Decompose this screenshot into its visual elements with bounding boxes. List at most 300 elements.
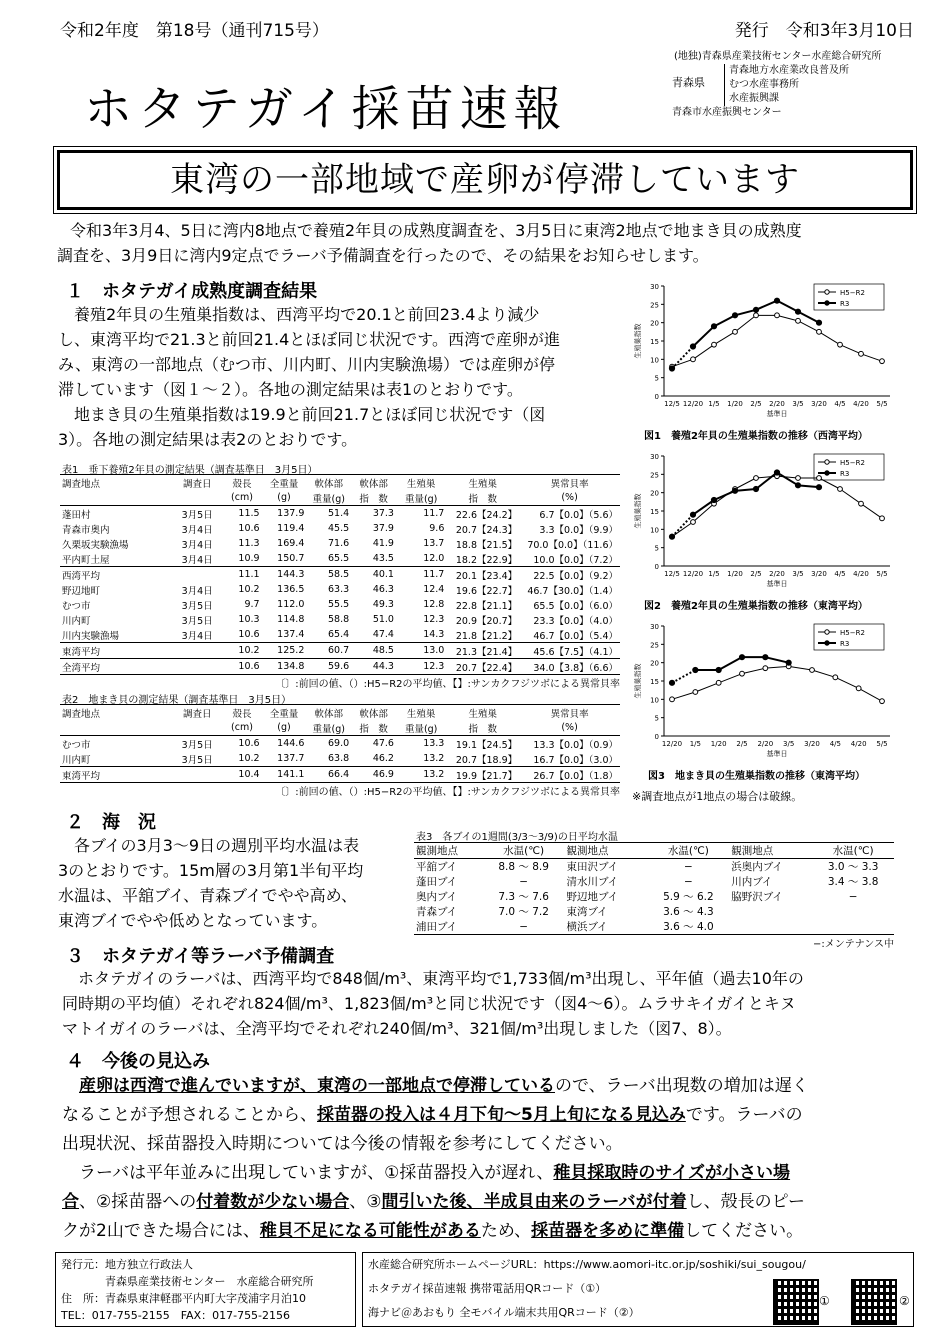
- table-cell: 青森ブイ: [416, 906, 458, 918]
- qr-code-icon[interactable]: [851, 1279, 897, 1325]
- table-row: [60, 521, 620, 536]
- table-cell: 40.1: [351, 567, 396, 583]
- table-header-cell: [172, 720, 222, 736]
- qr-2-mark: ②: [899, 1294, 910, 1308]
- table-cell: 20.7【22.4】: [446, 659, 519, 675]
- legend-label: H5−R2: [840, 459, 865, 467]
- table-header-cell: 指 数: [446, 720, 519, 736]
- legend-marker: [825, 471, 829, 475]
- table-1-note: 〔〕:前回の値、（）:H5−R2の平均値、【】:サンカクフジツボによる異常貝率: [275, 679, 620, 690]
- table-cell: 3.6 ～ 4.0: [663, 921, 714, 933]
- table-cell: 川内町: [62, 615, 91, 627]
- table-cell: 蓬田村: [62, 509, 91, 521]
- intro-paragraph: [57, 218, 802, 268]
- table-row: [60, 736, 620, 752]
- table-3-caption: 表3 各ブイの1週間(3/3～3/9)の日平均水温: [416, 832, 618, 843]
- y-axis-label: 生殖巣指数: [634, 493, 642, 529]
- x-axis-label: 基準日: [766, 410, 788, 418]
- x-tick-label: 12/20: [682, 570, 704, 578]
- s2-line: 各ブイの3月3～9日の週別平均水温は表: [58, 836, 360, 855]
- table-cell: 12.0: [423, 553, 445, 564]
- y-tick-label: 30: [650, 283, 659, 291]
- table-header-cell: 調査日: [182, 478, 212, 490]
- x-tick-label: 12/5: [664, 400, 680, 408]
- x-tick-label: 1/20: [727, 570, 743, 578]
- table-cell: [812, 919, 894, 935]
- emphasis: 間引いた後、半成貝由来のラーバが付着: [381, 1192, 687, 1212]
- table-cell: 3.6 ～ 4.3: [663, 906, 714, 918]
- table-header-row: [60, 705, 620, 721]
- x-tick-label: 1/5: [708, 400, 720, 408]
- table-cell: 10.2: [222, 643, 261, 659]
- data-point: [816, 320, 821, 325]
- publisher-2: 青森地方水産業改良普及所: [729, 65, 849, 76]
- table-cell: 70.0【0.0】（11.6）: [527, 539, 618, 551]
- text: 、③: [349, 1192, 382, 1212]
- table-cell: 3月4日: [181, 524, 213, 536]
- series-line-segment: [765, 666, 788, 668]
- s1-line: 地まき貝の生殖巣指数は19.9と前回21.7とほぼ同じ状況です（図: [58, 405, 546, 424]
- table-cell: 野辺地ブイ: [566, 891, 619, 903]
- table-cell: 37.3: [372, 508, 394, 519]
- x-tick-label: 2/5: [750, 400, 762, 408]
- x-tick-label: 1/5: [689, 740, 701, 748]
- table-header-cell: (g): [262, 490, 307, 506]
- table-cell: 46.7【0.0】（5.4）: [533, 630, 618, 642]
- series-line-segment: [765, 657, 788, 663]
- s4-line: 出現状況、採苗器投入時期については今後の情報を参考にしてください。: [62, 1134, 623, 1154]
- table-cell: −: [683, 875, 693, 888]
- data-point: [740, 671, 745, 676]
- data-point: [711, 324, 716, 329]
- legend-label: R3: [840, 640, 850, 648]
- series-line-segment: [812, 670, 835, 677]
- table-row: [60, 643, 620, 659]
- legend-label: H5−R2: [840, 289, 865, 297]
- x-tick-label: 3/20: [804, 740, 820, 748]
- data-point: [786, 660, 791, 665]
- y-tick-label: 0: [654, 733, 659, 741]
- y-tick-label: 25: [650, 641, 659, 650]
- y-tick-label: 20: [650, 489, 659, 498]
- table-cell: 12.3: [396, 659, 446, 675]
- table-cell: −: [519, 875, 529, 888]
- x-tick-label: 3/5: [792, 570, 804, 578]
- table-cell: 3月5日: [181, 615, 213, 627]
- table-header-cell: 生殖巣: [468, 478, 498, 490]
- table-cell: 136.5: [277, 584, 305, 595]
- x-tick-label: 4/5: [834, 400, 846, 408]
- table-header-cell: 重量(g): [396, 720, 446, 736]
- x-tick-label: 12/5: [664, 570, 680, 578]
- table-cell: 58.5: [306, 567, 351, 583]
- data-point: [691, 357, 696, 362]
- table-row: [60, 536, 620, 551]
- data-point: [753, 307, 758, 312]
- series-line-segment: [672, 347, 693, 369]
- table-cell: 10.9: [238, 553, 260, 564]
- legend-label: R3: [840, 300, 850, 308]
- table-cell: むつ市: [62, 739, 91, 751]
- emphasis: 採苗器の投入は４月下旬～5月上旬になる見込み: [317, 1105, 686, 1125]
- table-cell: [812, 904, 894, 919]
- table-cell: 18.8【21.5】: [455, 539, 518, 551]
- series-line-segment: [789, 666, 812, 670]
- data-point: [796, 318, 801, 323]
- s4-line: [62, 1159, 809, 1188]
- table-header-cell: 指 数: [446, 490, 519, 506]
- data-point: [691, 520, 696, 525]
- figure-1-caption: 図1 養殖2年貝の生殖巣指数の推移（西湾平均）: [644, 431, 868, 442]
- table-cell: 11.5: [238, 508, 260, 519]
- y-tick-label: 0: [654, 393, 659, 401]
- table-header-cell: 生殖巣: [468, 708, 498, 720]
- figure-2-caption: 図2 養殖2年貝の生殖巣指数の推移（東湾平均）: [644, 601, 868, 612]
- table-cell: 47.6: [372, 738, 394, 749]
- series-line-segment: [798, 312, 819, 323]
- table-cell: 22.6【24.2】: [455, 509, 518, 521]
- y-tick-label: 15: [650, 508, 659, 516]
- table-header-cell: 殻長: [232, 478, 252, 490]
- table-header-cell: (cm): [222, 720, 261, 736]
- series-line-segment: [693, 345, 714, 360]
- series-line-segment: [672, 522, 693, 537]
- table-cell: むつ市: [62, 600, 91, 612]
- table-cell: 3月5日: [181, 739, 213, 751]
- table-header-cell: (%): [519, 490, 620, 506]
- section-2-title: ２ 海 況: [66, 812, 156, 833]
- series-line-segment: [714, 332, 735, 345]
- table-cell: [172, 659, 222, 675]
- table-2-note: 〔〕:前回の値、（）:H5−R2の平均値、【】:サンカクフジツボによる異常貝率: [275, 787, 620, 798]
- series-line-segment: [719, 657, 742, 670]
- qr-1-mark: ①: [819, 1294, 830, 1308]
- data-point: [810, 668, 815, 673]
- table-cell: 10.6: [238, 629, 260, 640]
- table-row: [60, 597, 620, 612]
- emphasis: 東湾の一部地点で停滞している: [317, 1076, 555, 1096]
- table-cell: 13.7: [423, 538, 445, 549]
- x-tick-label: 1/20: [727, 400, 743, 408]
- s3-line: マトイガイのラーバは、全湾平均でそれぞれ240個/m³、321個/m³出現しました（図7、8）。: [62, 1019, 732, 1038]
- pref-label: 青森県: [672, 76, 705, 89]
- qr-code-icon[interactable]: [773, 1279, 819, 1325]
- data-point: [716, 680, 721, 685]
- emphasis: 採苗器を多めに準備: [531, 1221, 685, 1241]
- table-cell: 川内実験漁場: [62, 630, 120, 642]
- x-tick-label: 2/20: [769, 570, 785, 578]
- table-cell: 5.9 ～ 6.2: [663, 891, 714, 903]
- legend-marker: [825, 460, 829, 464]
- table-cell: 8.8 ～ 8.9: [498, 861, 549, 873]
- table-cell: 22.8【21.1】: [455, 600, 518, 612]
- series-line-segment: [714, 315, 735, 326]
- table-cell: 浜奥内ブイ: [731, 861, 783, 873]
- table-cell: 60.7: [306, 643, 351, 659]
- series-line-segment: [861, 354, 882, 361]
- table-row: [414, 919, 894, 935]
- section-3-title: ３ ホタテガイ等ラーバ予備調査: [66, 946, 335, 967]
- x-tick-label: 4/5: [829, 740, 841, 748]
- table-row: [60, 551, 620, 567]
- emphasis: 合: [62, 1192, 79, 1212]
- table-cell: 10.0【0.0】（7.2）: [533, 554, 618, 566]
- intro-line: 調査を、3月9日に湾内9定点でラーバ予備調査を行ったので、その結果をお知らせします。: [57, 246, 709, 265]
- table-cell: 49.3: [372, 599, 394, 610]
- figure-2: [628, 448, 898, 612]
- y-tick-label: 10: [650, 526, 659, 535]
- table-cell: 141.1: [262, 767, 307, 783]
- table-cell: 蓬田ブイ: [416, 876, 458, 888]
- series-line-segment: [735, 310, 756, 316]
- text: 、②採苗器への: [79, 1192, 197, 1212]
- newsletter-title: ホタテガイ採苗速報: [84, 81, 568, 137]
- table-cell: 45.6【7.5】（4.1）: [519, 643, 620, 659]
- table-cell: 東田沢ブイ: [566, 861, 619, 873]
- table-header-cell: 全重量: [269, 478, 299, 490]
- figure-1: [628, 278, 898, 442]
- table-cell: 58.8: [328, 614, 350, 625]
- table-cell: 20.9【20.7】: [455, 615, 518, 627]
- table-header-row: [414, 843, 894, 859]
- s1-line: 滞しています（図１～２）。各地の測定結果は表1のとおりです。: [58, 380, 523, 399]
- issue-date: 発行 令和3年3月10日: [734, 21, 914, 41]
- table-cell: 112.0: [277, 599, 305, 610]
- series-line-segment: [672, 670, 695, 683]
- table-cell: 26.7【0.0】（1.8）: [519, 767, 620, 783]
- series-line-segment: [695, 683, 718, 692]
- table-cell: 10.2: [238, 584, 260, 595]
- s4-line: [62, 1072, 809, 1101]
- table-cell: 21.3【21.4】: [446, 643, 519, 659]
- table-header-cell: [172, 490, 222, 506]
- table-row: [60, 582, 620, 597]
- data-point: [856, 686, 861, 691]
- data-point: [795, 483, 800, 488]
- s1-line: し、東湾平均で21.3と前回21.4とほぼ同じ状況です。西湾で産卵が進: [58, 330, 560, 349]
- s1-line: み、東湾の一部地点（むつ市、川内町、川内実験漁場）では産卵が停: [58, 355, 555, 374]
- table-cell: 10.4: [222, 767, 261, 783]
- x-tick-label: 1/5: [708, 570, 720, 578]
- intro-line: 令和3年3月4、5日に湾内8地点で養殖2年貝の成熟度調査を、3月5日に東湾2地点で地まき貝の成熟度: [70, 221, 802, 240]
- emphasis: 産卵は西湾で進んでいますが、: [79, 1076, 317, 1096]
- series-line-segment: [756, 473, 777, 490]
- emphasis: 付着数が少ない場合: [196, 1192, 350, 1212]
- x-tick-label: 3/20: [811, 570, 827, 578]
- table-header-cell: 調査地点: [62, 478, 101, 490]
- table-2: [60, 704, 620, 798]
- table-cell: 65.5: [328, 553, 350, 564]
- y-axis-label: 生殖巣指数: [634, 663, 642, 699]
- table-cell: 19.6【22.7】: [455, 585, 518, 597]
- table-cell: 41.9: [372, 538, 394, 549]
- s2-line: 東湾ブイでやや低めとなっています。: [58, 911, 328, 930]
- series-line-segment: [672, 515, 693, 537]
- table-cell: 13.2: [423, 753, 445, 764]
- table-cell: 169.4: [277, 538, 305, 549]
- table-cell: 69.0: [328, 738, 350, 749]
- table-cell: 19.9【21.7】: [446, 767, 519, 783]
- y-tick-label: 10: [650, 696, 659, 705]
- x-tick-label: 2/20: [769, 400, 785, 408]
- figure-3-caption: 図3 地まき貝の生殖巣指数の推移（東湾平均）: [648, 771, 865, 782]
- table-cell: 脇野沢ブイ: [731, 891, 783, 903]
- table-cell: 20.7【24.3】: [455, 524, 518, 536]
- table-row: [60, 506, 620, 522]
- table-header-cell: 生殖巣: [406, 708, 436, 720]
- table-cell: 青森市奥内: [62, 524, 110, 536]
- table-cell: 12.8: [423, 599, 445, 610]
- data-point: [732, 488, 737, 493]
- table-header-cell: 観測地点: [729, 843, 812, 859]
- y-tick-label: 25: [650, 471, 659, 480]
- y-tick-label: 25: [650, 301, 659, 310]
- x-tick-label: 5/5: [876, 740, 888, 748]
- table-cell: 7.3 ～ 7.6: [498, 891, 549, 903]
- table-cell: 平舘ブイ: [416, 861, 458, 873]
- series-line-segment: [735, 478, 756, 489]
- footer-line: 発行元：地方独立行政法人: [61, 1258, 193, 1271]
- series-line-segment: [756, 301, 777, 310]
- publisher-5: 青森市水産振興センター: [672, 107, 782, 118]
- table-header-row: [60, 720, 620, 736]
- table-cell: 34.0【3.8】（6.6）: [519, 659, 620, 675]
- table-cell: 平内町土屋: [62, 554, 110, 566]
- table-cell: 51.4: [328, 508, 350, 519]
- table-row: [414, 904, 894, 919]
- x-tick-label: 4/5: [834, 570, 846, 578]
- table-cell: 134.8: [262, 659, 307, 675]
- text: クが2山できた場合には、: [62, 1221, 260, 1241]
- table-cell: 55.5: [328, 599, 350, 610]
- y-tick-label: 30: [650, 623, 659, 631]
- table-cell: 137.7: [277, 753, 305, 764]
- table-cell: 137.4: [277, 629, 305, 640]
- legend-marker: [825, 301, 829, 305]
- series-line-segment: [714, 491, 735, 500]
- table-header-cell: 重量(g): [396, 490, 446, 506]
- legend-marker: [825, 630, 829, 634]
- table-row: [414, 889, 894, 904]
- table-cell: 46.2: [372, 753, 394, 764]
- issue-number: 令和2年度 第18号（通刊715号）: [60, 21, 329, 41]
- series-line-segment: [835, 677, 858, 688]
- table-cell: 59.6: [306, 659, 351, 675]
- section-1-title: １ ホタテガイ成熟度調査結果: [66, 281, 318, 302]
- table-header-cell: 軟体部: [359, 478, 388, 490]
- table-header-row: [60, 475, 620, 491]
- data-point: [816, 485, 821, 490]
- chart-3: [628, 618, 898, 763]
- x-tick-label: 1/20: [710, 740, 727, 748]
- table-cell: 12.4: [423, 584, 445, 595]
- table-cell: 9.6: [429, 523, 445, 534]
- legend-label: R3: [840, 470, 850, 478]
- homepage-url[interactable]: 水産総合研究所ホームページURL：https://www.aomori-itc.or.jp/soshiki/sui_sougou/: [368, 1258, 806, 1271]
- data-point: [670, 697, 675, 702]
- table-cell: 3月5日: [181, 754, 213, 766]
- series-line-segment: [735, 315, 756, 332]
- table-row: [60, 659, 620, 675]
- table-cell: 12.3: [423, 614, 445, 625]
- table-3: [414, 842, 894, 950]
- table-cell: 10.6: [222, 659, 261, 675]
- text: ラーバは平年並みに出現していますが、①採苗器投入が遅れ、: [62, 1163, 554, 1183]
- table-header-cell: (g): [262, 720, 307, 736]
- table-header-cell: 異常貝率: [550, 708, 589, 720]
- section-3-text: [62, 966, 804, 1041]
- series-line-segment: [742, 668, 765, 674]
- table-cell: 18.2【22.9】: [455, 554, 518, 566]
- series-line-segment: [798, 321, 819, 332]
- series-line-segment: [777, 301, 798, 312]
- footer-links-box: [362, 1252, 914, 1327]
- headline: 東湾の一部地域で産卵が停滞しています: [57, 150, 913, 210]
- table-row: [60, 612, 620, 627]
- series-line-segment: [861, 504, 882, 519]
- s2-line: 3のとおりです。15m層の3月第1半旬平均: [58, 861, 364, 880]
- table-cell: 東湾ブイ: [566, 906, 608, 918]
- publishers: [672, 50, 881, 120]
- data-point: [859, 501, 864, 506]
- series-line-segment: [840, 345, 861, 354]
- table-cell: 10.2: [238, 753, 260, 764]
- data-point: [763, 655, 768, 660]
- table-cell: [729, 904, 812, 919]
- chart-2: [628, 448, 898, 593]
- data-point: [838, 342, 843, 347]
- table-cell: 東湾平均: [60, 767, 172, 783]
- data-point: [716, 667, 721, 672]
- x-axis-label: 基準日: [766, 580, 788, 588]
- table-cell: 11.1: [222, 567, 261, 583]
- table-cell: 全湾平均: [60, 659, 172, 675]
- table-cell: −: [683, 860, 693, 873]
- series-line-segment: [777, 315, 798, 321]
- table-header-cell: 軟体部: [314, 478, 344, 490]
- data-point: [817, 329, 822, 334]
- table-cell: 65.5【0.0】（6.0）: [533, 600, 618, 612]
- figure-3: [628, 618, 898, 782]
- table-header-cell: 調査地点: [62, 708, 101, 720]
- footer-line: 住 所：青森県東津軽郡平内町大字茂浦字月泊10: [61, 1292, 306, 1305]
- text: してください。: [684, 1221, 804, 1241]
- table-header-cell: [60, 720, 172, 736]
- table-cell: 137.9: [277, 508, 305, 519]
- table-cell: 44.3: [351, 659, 396, 675]
- table-cell: 11.3: [238, 538, 260, 549]
- text: です。ラーバの: [685, 1105, 803, 1125]
- publisher-3: むつ水産事務所: [729, 79, 799, 90]
- table-header-row: [60, 490, 620, 506]
- table-cell: 3.4 ～ 3.8: [827, 876, 879, 888]
- y-tick-label: 5: [654, 714, 659, 723]
- table-cell: 63.8: [328, 753, 350, 764]
- data-point: [711, 497, 716, 502]
- s4-line: [62, 1101, 809, 1130]
- x-tick-label: 3/5: [783, 740, 795, 748]
- table-cell: 3月4日: [181, 539, 213, 551]
- s3-line: ホタテガイのラーバは、西湾平均で848個/m³、東湾平均で1,733個/m³出現し、平年値（過去10年の: [62, 969, 804, 988]
- table-cell: 3月5日: [181, 600, 213, 612]
- table-3-note: −:メンテナンス中: [813, 939, 894, 950]
- table-cell: 3月4日: [181, 585, 213, 597]
- y-tick-label: 20: [650, 659, 659, 668]
- table-cell: −: [519, 920, 529, 933]
- table-cell: 横浜ブイ: [566, 921, 608, 933]
- chart-1: [628, 278, 898, 423]
- data-point: [817, 476, 822, 481]
